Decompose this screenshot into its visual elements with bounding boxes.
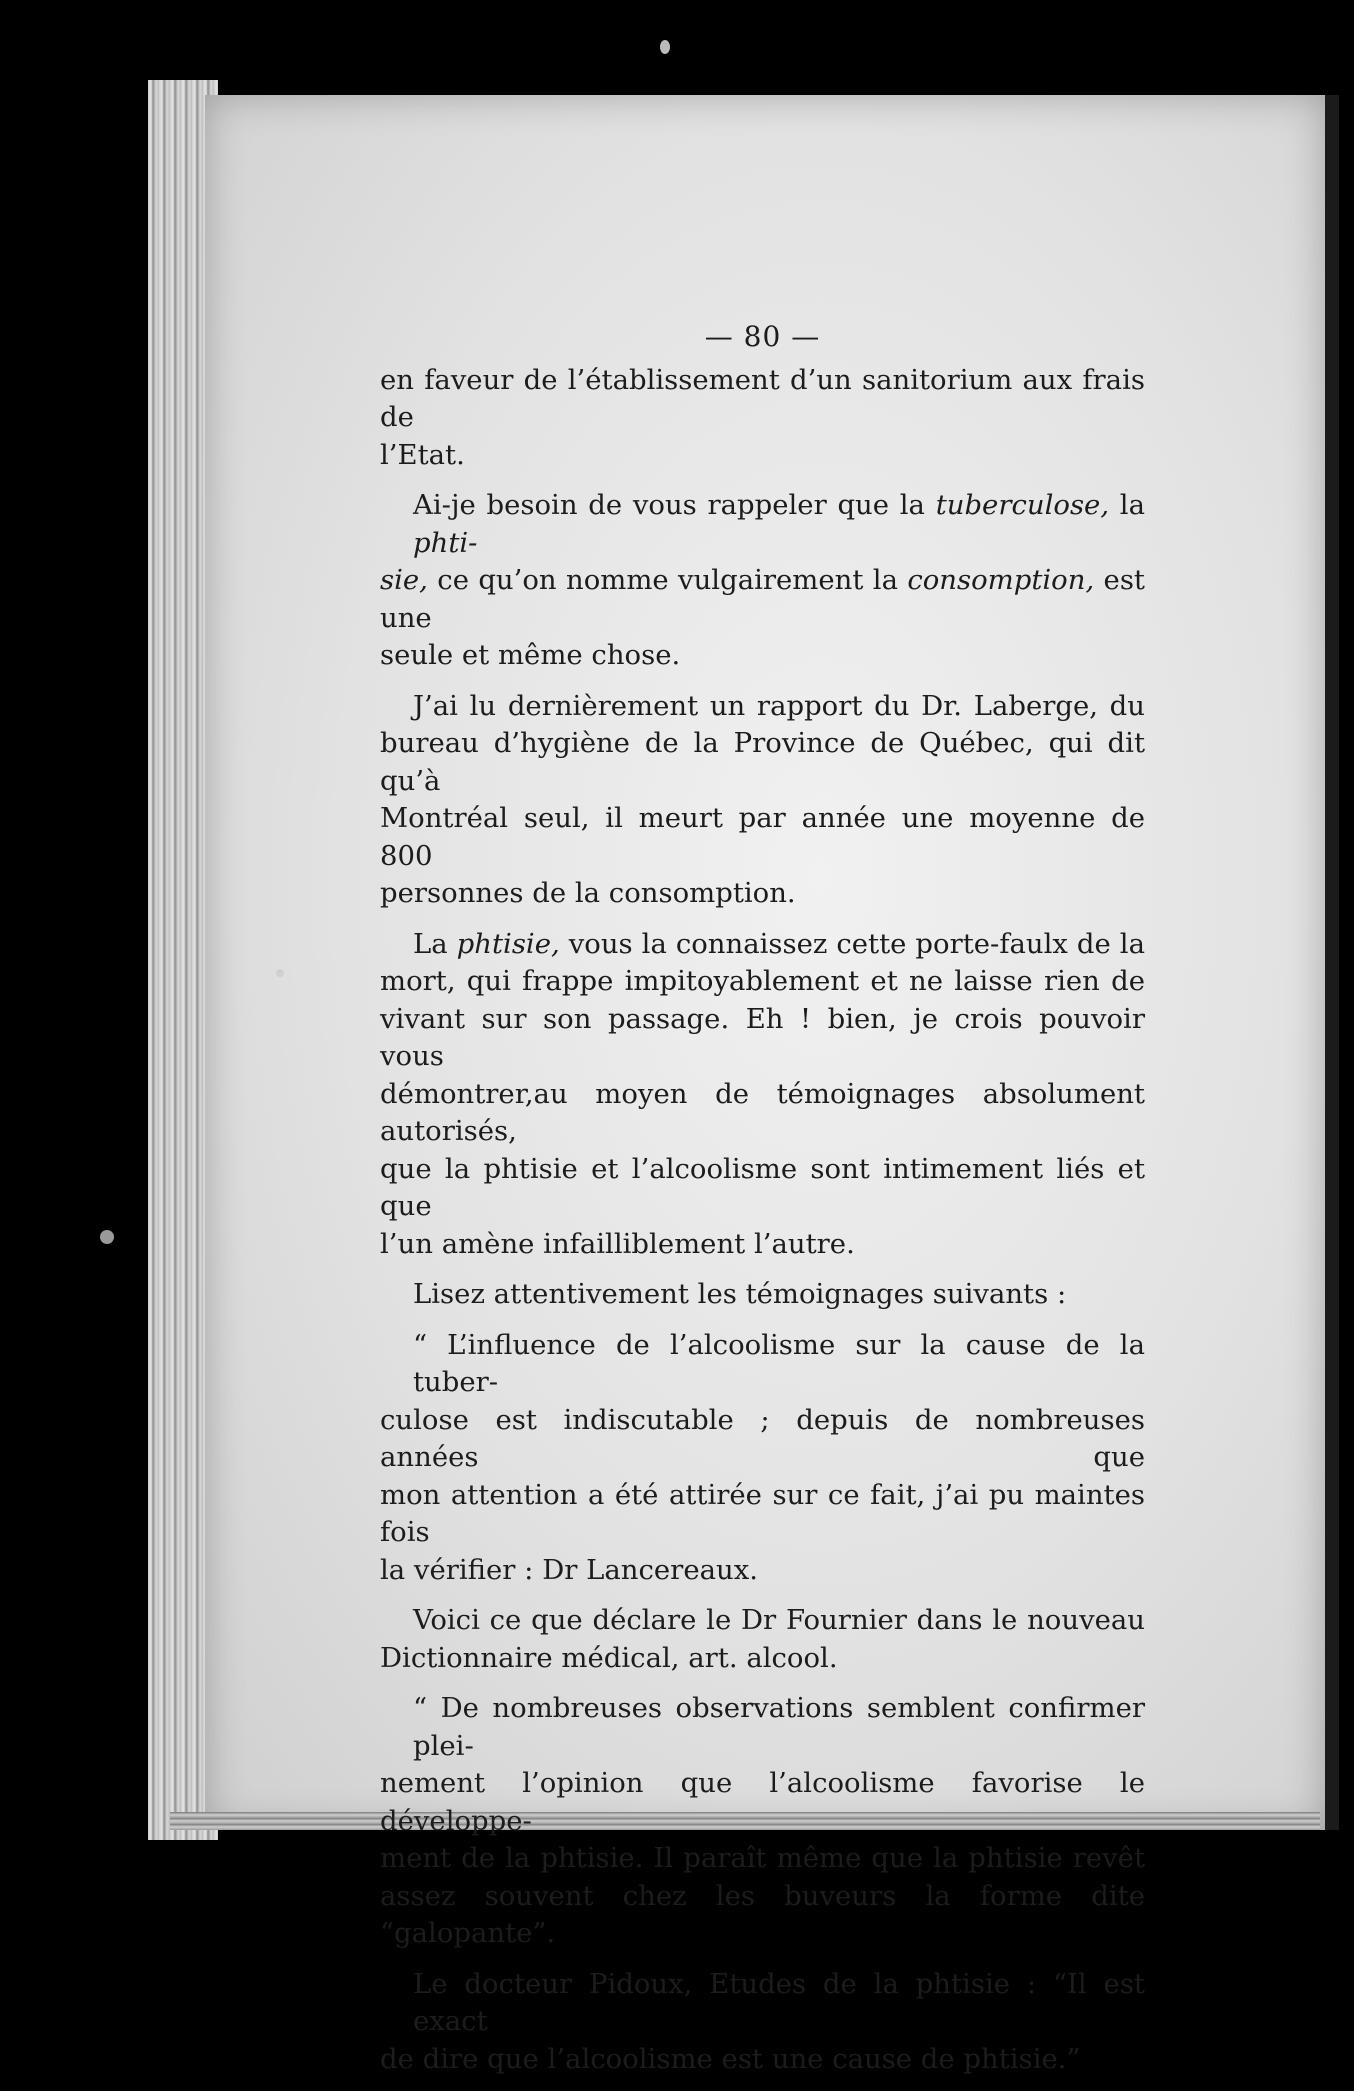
text-run: Le docteur Pidoux, Etudes de la phtisie : “Il est exact xyxy=(413,1967,1145,2037)
text-run: nement l’opinion que l’alcoolisme favorise le développe- xyxy=(380,1767,1145,1837)
text-run: mort, qui frappe impitoyablement et ne laisse rien de xyxy=(380,965,1145,997)
text-line xyxy=(380,1226,1145,1264)
text-line xyxy=(380,963,1145,1001)
paragraph-p1 xyxy=(380,362,1145,475)
italic-term: sie, xyxy=(380,564,428,596)
text-run: la xyxy=(1109,489,1145,521)
italic-term: phti- xyxy=(413,526,478,559)
text-line xyxy=(380,1151,1145,1226)
paragraph-p7 xyxy=(380,1602,1145,1677)
text-run: Dictionnaire médical, art. alcool. xyxy=(380,1641,838,1674)
text-line xyxy=(380,1765,1145,1840)
text-run: Ai-je besoin de vous rappeler que la xyxy=(413,489,936,521)
italic-term: tuberculose, xyxy=(935,489,1110,521)
text-run: la vérifier : Dr Lancereaux. xyxy=(380,1553,758,1586)
paragraph-p2 xyxy=(380,487,1145,675)
text-run: que la phtisie et l’alcoolisme sont intimement liés et que xyxy=(380,1152,1145,1222)
dust-speck xyxy=(100,1230,114,1244)
paragraph-p3 xyxy=(380,688,1145,913)
text-line xyxy=(380,1001,1145,1076)
text-line xyxy=(380,562,1145,637)
paragraph-p4 xyxy=(380,926,1145,1264)
dust-speck xyxy=(660,40,670,54)
text-run: de dire que l’alcoolisme est une cause de phtisie.” xyxy=(380,2042,1081,2075)
text-run: démontrer,au moyen de témoignages absolument autorisés, xyxy=(380,1077,1145,1147)
text-run: assez souvent chez les buveurs la forme dite “galopante”. xyxy=(380,1879,1145,1949)
text-line xyxy=(380,362,1145,437)
italic-term: phtisie, xyxy=(456,927,560,960)
text-line xyxy=(380,1878,1145,1953)
text-run: mon attention a été attirée sur ce fait, j’ai pu maintes fois xyxy=(380,1478,1145,1548)
paragraph-p6 xyxy=(380,1327,1145,1590)
text-run: en faveur de l’établissement d’un sanitorium aux frais de xyxy=(380,363,1145,433)
text-line xyxy=(380,688,1145,726)
text-line xyxy=(380,1327,1145,1402)
text-run: Voici ce que déclare le Dr Fournier dans le nouveau xyxy=(413,1604,1145,1636)
paragraph-p9 xyxy=(380,1966,1145,2079)
text-run: “ De nombreuses observations semblent confirmer plei- xyxy=(413,1692,1145,1762)
page-text-block xyxy=(380,318,1145,2091)
text-run: ment de la phtisie. Il paraît même que la phtisie revêt xyxy=(380,1842,1145,1874)
text-line xyxy=(380,1840,1145,1878)
text-line xyxy=(380,1477,1145,1552)
text-run: l’un amène infailliblement l’autre. xyxy=(380,1227,855,1260)
paragraphs-container xyxy=(380,362,1145,2079)
text-run: vivant sur son passage. Eh ! bien, je crois pouvoir vous xyxy=(380,1002,1145,1072)
text-run: culose est indiscutable ; depuis de nombreuses années que xyxy=(380,1403,1145,1473)
text-line xyxy=(380,1402,1145,1477)
text-line xyxy=(380,800,1145,875)
text-line xyxy=(380,1690,1145,1765)
paragraph-p5 xyxy=(380,1276,1145,1314)
text-run: Montréal seul, il meurt par année une moyenne de 800 xyxy=(380,802,1145,872)
text-run: “ L’influence de l’alcoolisme sur la cause de la tuber- xyxy=(413,1328,1145,1398)
text-line xyxy=(380,637,1145,675)
text-run: est une xyxy=(380,564,1145,634)
text-line xyxy=(380,2041,1145,2079)
page-number: — 80 — xyxy=(704,320,821,353)
text-line xyxy=(380,1276,1145,1314)
text-line xyxy=(380,1552,1145,1590)
text-line xyxy=(380,1966,1145,2041)
right-binding-shadow xyxy=(1325,95,1339,1830)
text-line xyxy=(380,1076,1145,1151)
text-line xyxy=(380,875,1145,913)
text-run: La xyxy=(413,927,457,960)
paragraph-p8 xyxy=(380,1690,1145,1953)
text-line xyxy=(380,926,1145,964)
text-run: bureau d’hygiène de la Province de Québec, qui dit qu’à xyxy=(380,727,1145,797)
text-run: personnes de la consomption. xyxy=(380,877,796,909)
text-run: l’Etat. xyxy=(380,438,465,471)
text-run: vous la connaissez cette porte-faulx de la xyxy=(559,927,1145,960)
text-line xyxy=(380,1602,1145,1640)
dust-speck xyxy=(276,969,284,977)
text-line xyxy=(380,725,1145,800)
text-run: J’ai lu dernièrement un rapport du Dr. Laberge, du xyxy=(413,689,1145,722)
text-line xyxy=(380,437,1145,475)
text-run: Lisez attentivement les témoignages suivants : xyxy=(413,1278,1067,1310)
text-line xyxy=(380,1640,1145,1678)
text-run: seule et même chose. xyxy=(380,639,681,671)
italic-term: consomption, xyxy=(907,564,1095,596)
text-run: ce qu’on nomme vulgairement la xyxy=(427,564,908,596)
text-line xyxy=(380,487,1145,562)
